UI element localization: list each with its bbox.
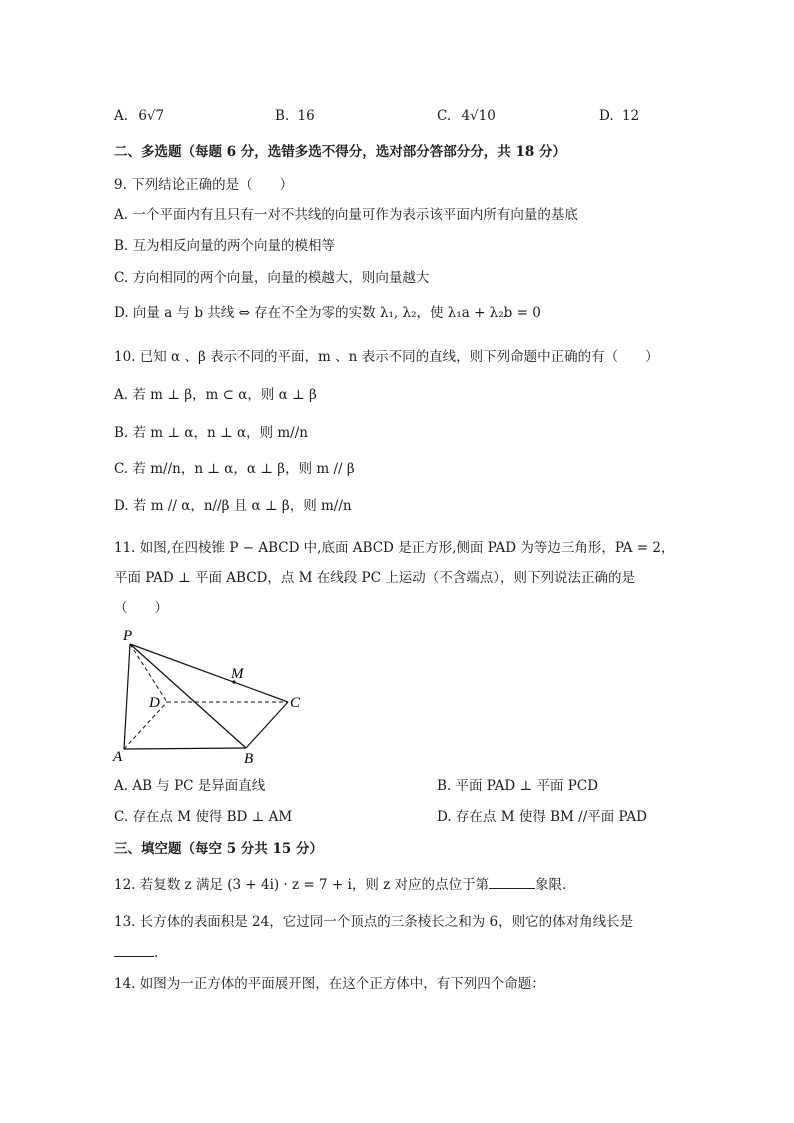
q13-period: . <box>154 945 159 961</box>
q11-option-a: A. AB 与 PC 是异面直线 <box>114 778 266 794</box>
q9-stem: 9. 下列结论正确的是（ ） <box>114 177 294 193</box>
edge-pa <box>124 644 130 749</box>
label-m: M <box>231 666 244 682</box>
q11-pyramid-figure <box>105 625 315 770</box>
q8-option-d-label: D. <box>599 108 614 124</box>
q11-option-c: C. 存在点 M 使得 BD ⊥ AM <box>114 809 293 825</box>
q13-line-1: 13. 长方体的表面积是 24，它过同一个顶点的三条棱长之和为 6，则它的体对角线长是 <box>114 914 634 930</box>
q10-option-b: B. 若 m ⊥ α，n ⊥ α，则 m//n <box>114 425 308 441</box>
q8-option-c <box>437 106 496 126</box>
q10-stem: 10. 已知 α 、β 表示不同的平面，m 、n 表示不同的直线，则下列命题中正确的有（ ） <box>114 349 659 365</box>
label-p: P <box>123 628 133 644</box>
q8-option-c-label: C. <box>437 108 452 124</box>
q8-option-a <box>114 106 164 126</box>
q12-text-end: 象限. <box>535 877 567 893</box>
q13-line-2 <box>114 942 158 963</box>
q8-option-a-label: A. <box>114 108 129 124</box>
section-3-title: 三、填空题（每空 5 分共 15 分） <box>114 841 323 857</box>
q11-line-3: （ ） <box>114 600 168 616</box>
q10-option-d: D. 若 m // α，n//β 且 α ⊥ β，则 m//n <box>114 498 352 514</box>
label-b: B <box>244 751 254 767</box>
label-a: A <box>113 749 123 765</box>
q9-option-d: D. 向量 a 与 b 共线 ⇔ 存在不全为零的实数 λ₁, λ₂，使 λ₁a + λ₂b = 0 <box>114 305 541 321</box>
q11-line-2: 平面 PAD ⊥ 平面 ABCD，点 M 在线段 PC 上运动（不含端点），则下列说法正确的是 <box>114 570 636 586</box>
q11-option-d: D. 存在点 M 使得 BM //平面 PAD <box>437 809 647 825</box>
q9-option-b: B. 互为相反向量的两个向量的模相等 <box>114 238 336 254</box>
edge-pb <box>130 644 246 748</box>
q14-stem: 14. 如图为一正方体的平面展开图，在这个正方体中，有下列四个命题： <box>114 976 545 992</box>
q11-line-1: 11. 如图,在四棱锥 P − ABCD 中,底面 ABCD 是正方形,侧面 PAD 为等边三角形，PA = 2， <box>114 540 675 556</box>
q13-answer-blank[interactable] <box>114 942 154 957</box>
label-c: C <box>290 695 301 711</box>
edge-pc <box>130 644 288 702</box>
q8-option-d <box>599 106 639 126</box>
q8-option-b-value: 16 <box>297 108 315 124</box>
q10-option-c: C. 若 m//n，n ⊥ α，α ⊥ β，则 m // β <box>114 461 355 477</box>
q12-text: 12. 若复数 z 满足 (3 + 4i) · z = 7 + i，则 z 对应的点位于第 <box>114 877 490 893</box>
section-2-title: 二、多选题（每题 6 分，选错多选不得分，选对部分答部分分，共 18 分） <box>114 144 566 160</box>
q11-option-b: B. 平面 PAD ⊥ 平面 PCD <box>437 778 599 794</box>
q10-option-a: A. 若 m ⊥ β，m ⊂ α，则 α ⊥ β <box>114 387 317 403</box>
q12-answer-blank[interactable] <box>489 874 535 889</box>
q8-option-b <box>275 106 315 126</box>
edge-ab <box>124 748 246 749</box>
q8-option-d-value: 12 <box>621 108 640 124</box>
label-d: D <box>149 695 160 711</box>
q12-line <box>114 874 566 895</box>
edge-ad <box>124 702 167 749</box>
q8-option-c-value: 4√10 <box>461 108 496 124</box>
q8-option-b-label: B. <box>275 108 290 124</box>
q9-option-c: C. 方向相同的两个向量，向量的模越大，则向量越大 <box>114 270 430 286</box>
q9-option-a: A. 一个平面内有且只有一对不共线的向量可作为表示该平面内所有向量的基底 <box>114 207 578 223</box>
q8-option-a-value: 6√7 <box>138 108 165 124</box>
edge-bc <box>246 702 288 748</box>
